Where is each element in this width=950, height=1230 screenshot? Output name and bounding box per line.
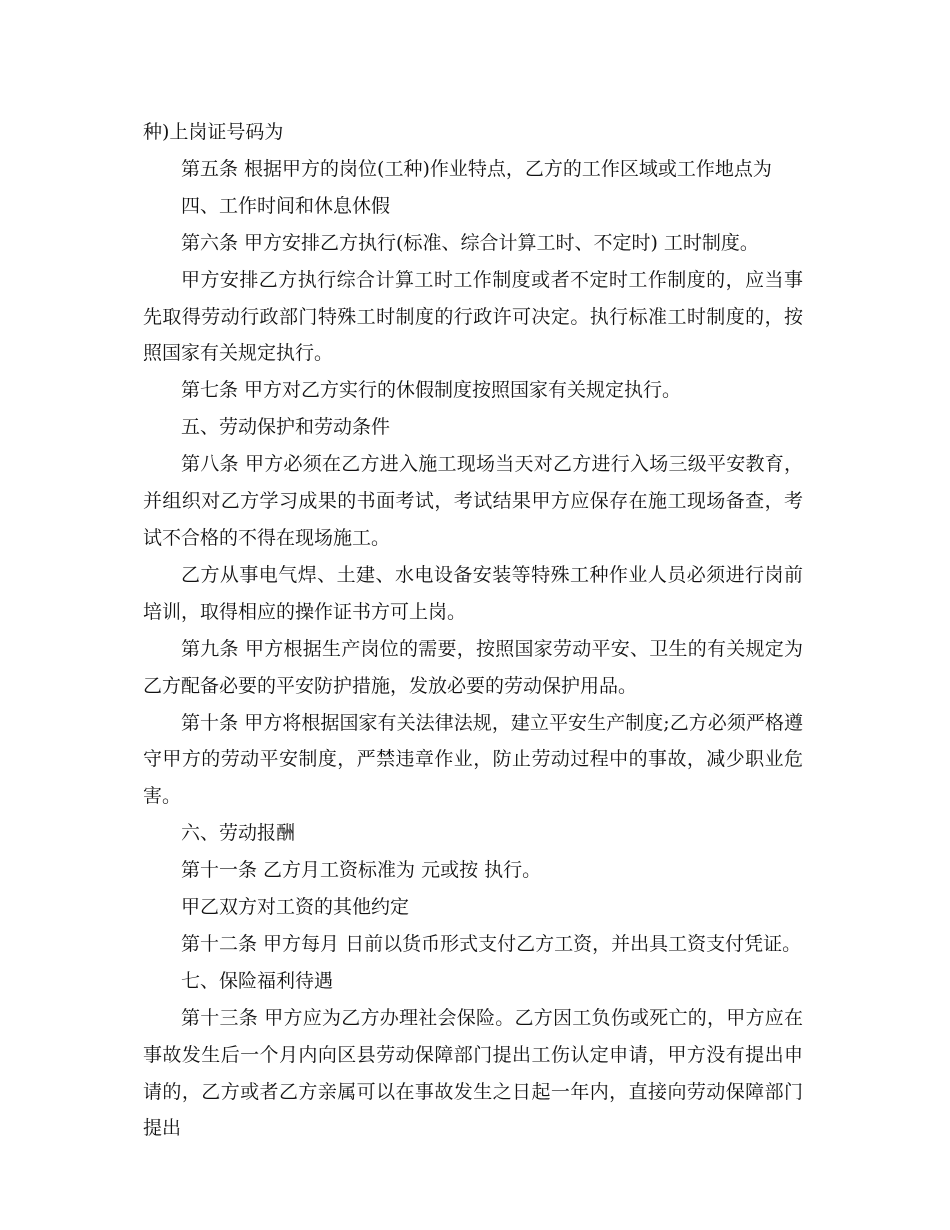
section-heading: 七、保险福利待遇	[181, 969, 334, 992]
paragraph: 第十一条 乙方月工资标准为 元或按 执行。	[181, 859, 542, 882]
paragraph: 第六条 甲方安排乙方执行(标准、综合计算工时、不定时) 工时制度。	[181, 231, 759, 254]
paragraph: 乙方从事电气焊、土建、水电设备安装等特殊工种作业人员必须进行岗前培训，取得相应的操作证书方可上岗。	[143, 563, 803, 623]
document-body	[143, 114, 803, 1147]
paragraph: 种)上岗证号码为	[143, 121, 284, 143]
paragraph: 第八条 甲方必须在乙方进入施工现场当天对乙方进行入场三级平安教育，并组织对乙方学习成果的书面考试，考试结果甲方应保存在施工现场备查，考试不合格的不得在现场施工。	[143, 453, 803, 549]
section-heading: 五、劳动保护和劳动条件	[181, 416, 391, 439]
paragraph: 第十二条 甲方每月 日前以货币形式支付乙方工资，并出具工资支付凭证。	[181, 932, 802, 955]
paragraph: 第七条 甲方对乙方实行的休假制度按照国家有关规定执行。	[181, 379, 682, 402]
section-heading: 六、劳动报酬	[181, 822, 296, 845]
section-heading: 四、工作时间和休息休假	[181, 194, 391, 217]
paragraph: 甲乙双方对工资的其他约定	[181, 896, 410, 919]
paragraph: 第五条 根据甲方的岗位(工种)作业特点，乙方的工作区域或工作地点为	[181, 157, 772, 180]
paragraph: 第十条 甲方将根据国家有关法律法规，建立平安生产制度;乙方必须严格遵守甲方的劳动平安制度，严禁违章作业，防止劳动过程中的事故，减少职业危害。	[143, 711, 803, 808]
paragraph: 第九条 甲方根据生产岗位的需要，按照国家劳动平安、卫生的有关规定为乙方配备必要的平安防护措施，发放必要的劳动保护用品。	[143, 637, 803, 697]
paragraph: 甲方安排乙方执行综合计算工时工作制度或者不定时工作制度的，应当事先取得劳动行政部门特殊工时制度的行政许可决定。执行标准工时制度的，按照国家有关规定执行。	[143, 268, 803, 365]
paragraph: 第十三条 甲方应为乙方办理社会保险。乙方因工负伤或死亡的，甲方应在事故发生后一个月内向区县劳动保障部门提出工伤认定申请，甲方没有提出申请的，乙方或者乙方亲属可以在事故发生之日起一年内，直接向劳动保障部门提出	[143, 1006, 803, 1140]
